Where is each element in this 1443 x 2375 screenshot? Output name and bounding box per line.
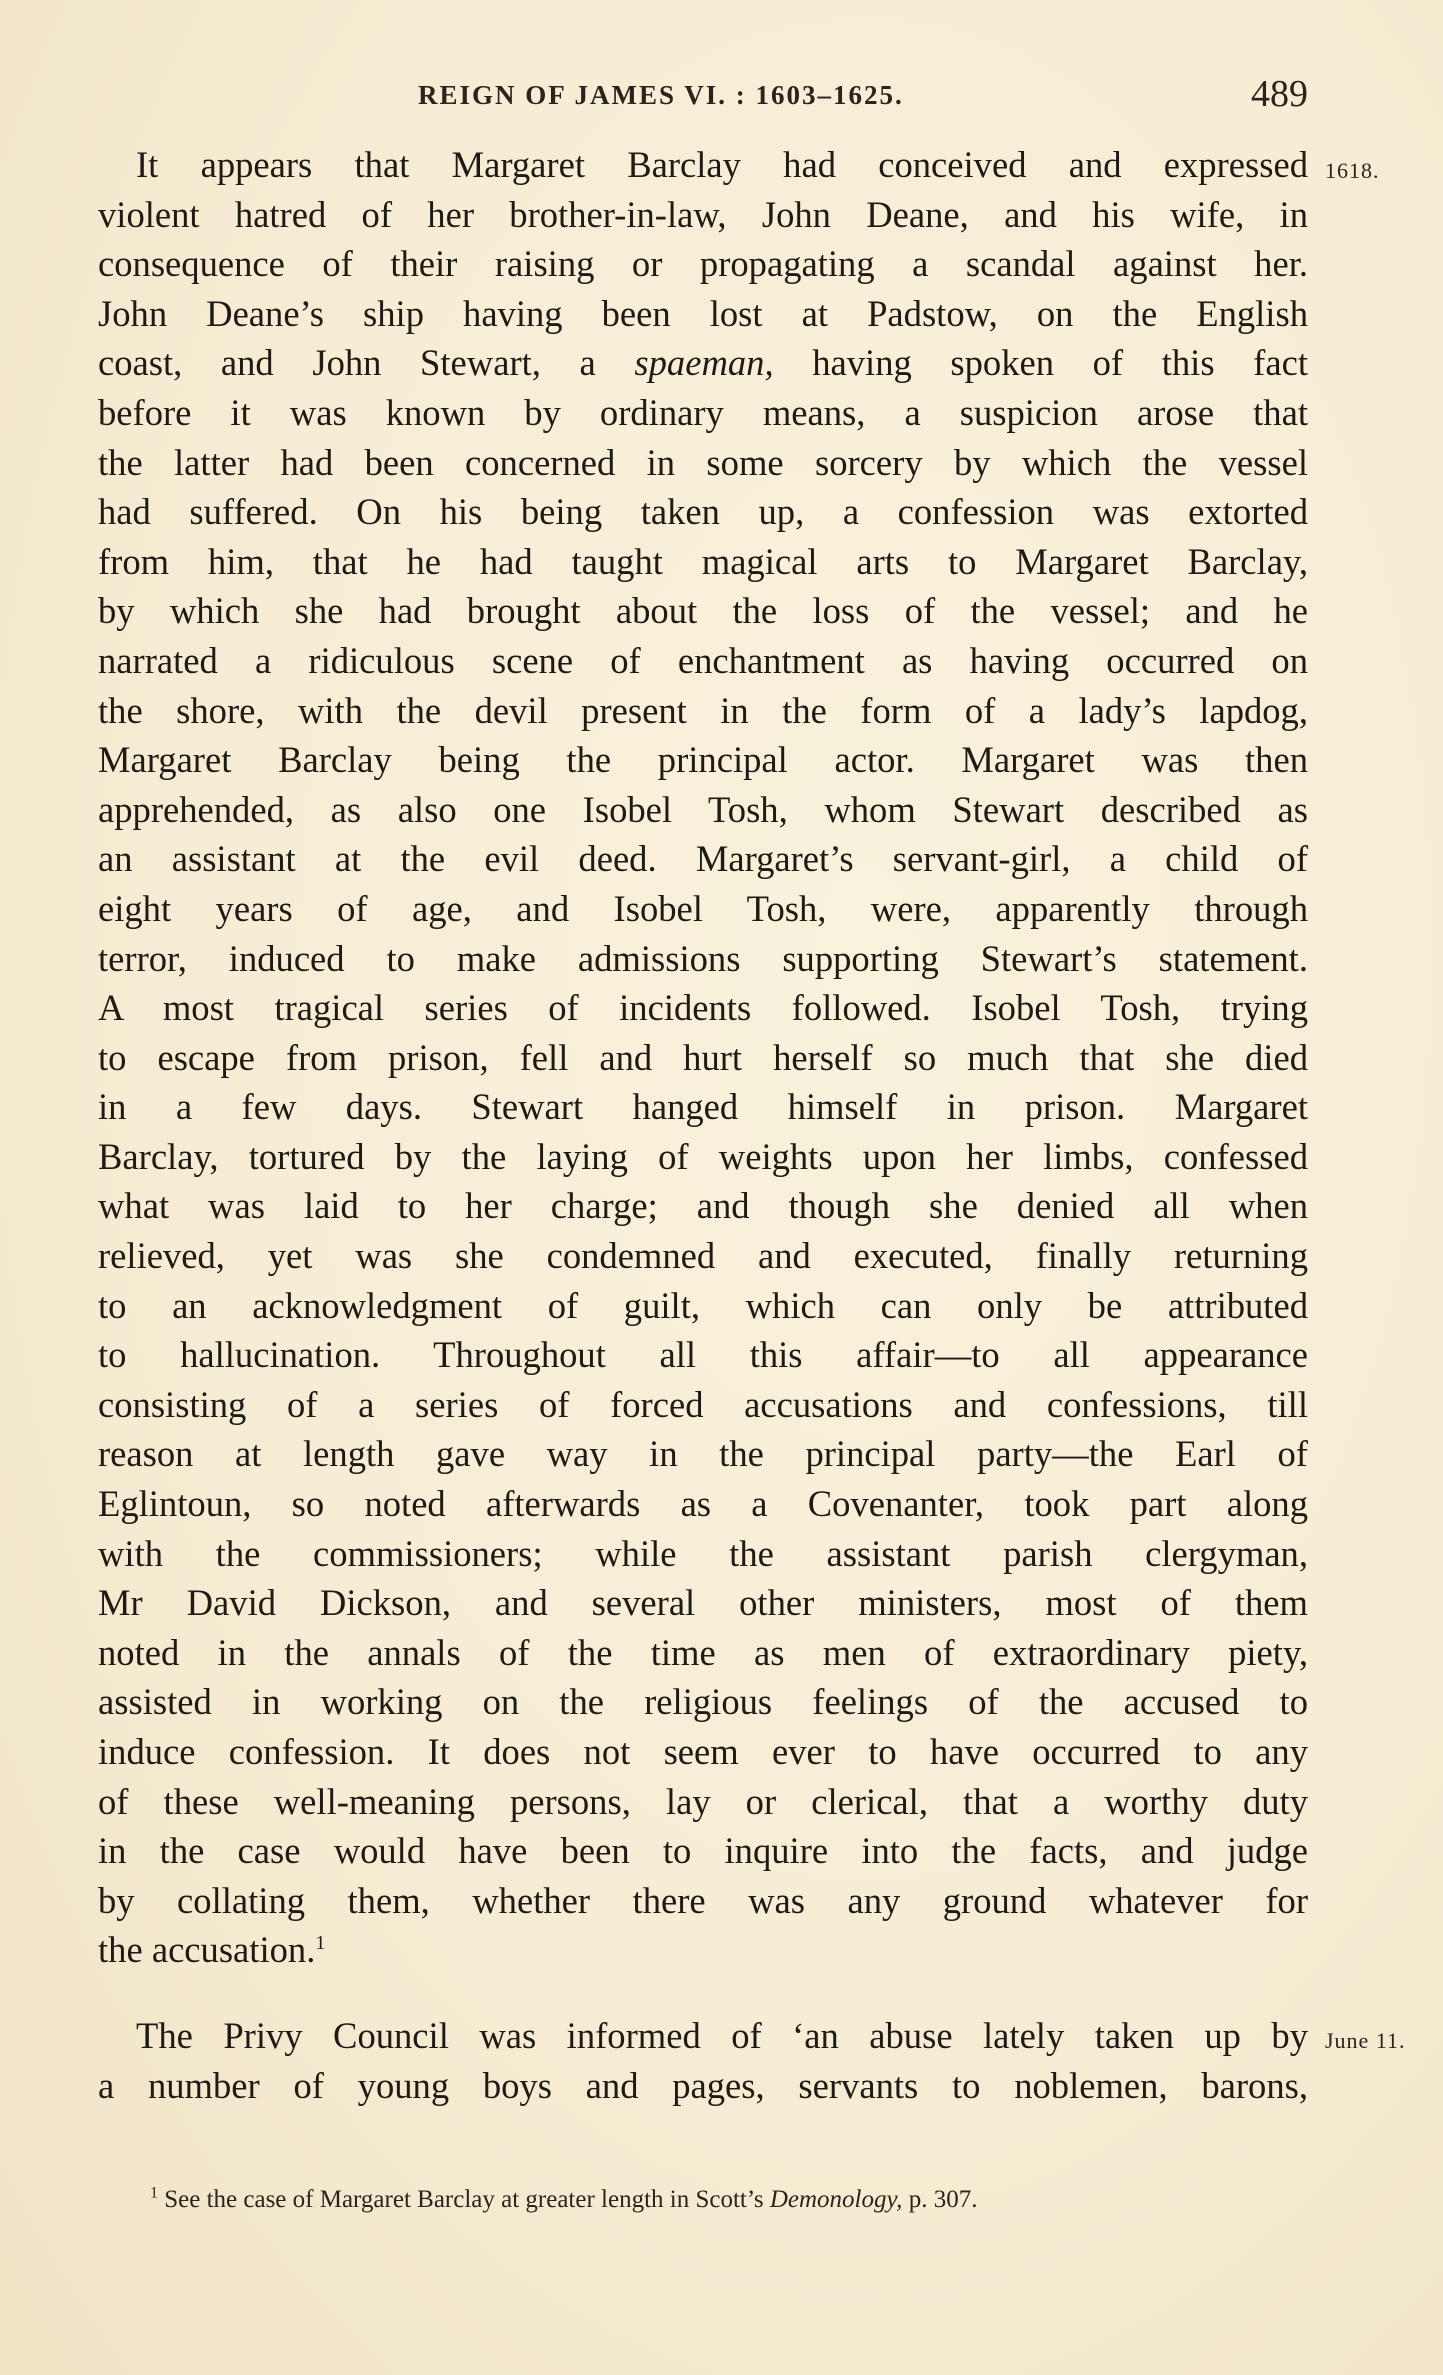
- text-line: a number of young boys and pages, servants to noblemen, barons,: [98, 2064, 1308, 2106]
- text-line: narrated a ridiculous scene of enchantment as having occurred on: [98, 639, 1308, 681]
- text-line: A most tragical series of incidents followed. Isobel Tosh, trying: [98, 987, 1308, 1029]
- text-line: eight years of age, and Isobel Tosh, were, apparently through: [98, 887, 1308, 929]
- text-line: Margaret Barclay being the principal actor. Margaret was then: [98, 739, 1308, 781]
- text-line: by which she had brought about the loss of the vessel; and he: [98, 590, 1308, 632]
- text-line: in a few days. Stewart hanged himself in prison. Margaret: [98, 1086, 1308, 1128]
- text-line: consequence of their raising or propagating a scandal against her.: [98, 243, 1308, 285]
- text-segment: coast, and John Stewart, a: [98, 342, 596, 384]
- body-text: [98, 140, 1308, 2110]
- text-line: consisting of a series of forced accusations and confessions, till: [98, 1383, 1308, 1425]
- text-segment: the accusation.: [98, 1929, 316, 1971]
- text-line: with the commissioners; while the assistant parish clergyman,: [98, 1532, 1308, 1574]
- text-line: relieved, yet was she condemned and executed, finally returning: [98, 1235, 1308, 1277]
- text-line: what was laid to her charge; and though she denied all when: [98, 1185, 1308, 1227]
- text-line: Eglintoun, so noted afterwards as a Covenanter, took part along: [98, 1483, 1308, 1525]
- margin-note-date: June 11.: [1325, 2028, 1406, 2053]
- footnote-text: See the case of Margaret Barclay at greater length in Scott’s: [164, 2186, 764, 2213]
- text-line: The Privy Council was informed of ‘an abuse lately taken up by: [136, 2014, 1308, 2056]
- text-line: from him, that he had taught magical arts to Margaret Barclay,: [98, 540, 1308, 582]
- text-line: the latter had been concerned in some sorcery by which the vessel: [98, 441, 1308, 483]
- text-line: in the case would have been to inquire into the facts, and judge: [98, 1830, 1308, 1872]
- text-line: to escape from prison, fell and hurt herself so much that she died: [98, 1036, 1308, 1078]
- footnote-marker: 1: [150, 2184, 158, 2202]
- text-line: induce confession. It does not seem ever to have occurred to any: [98, 1731, 1308, 1772]
- text-line: had suffered. On his being taken up, a confession was extorted: [98, 491, 1308, 533]
- footnote-reference: 1: [315, 1932, 326, 1955]
- italic-term: spaeman,: [634, 342, 774, 384]
- footnote-book-title: Demonology,: [769, 2186, 903, 2213]
- page-number: 489: [1251, 73, 1308, 115]
- text-line: Barclay, tortured by the laying of weights upon her limbs, confessed: [98, 1135, 1308, 1177]
- text-line: John Deane’s ship having been lost at Padstow, on the English: [98, 292, 1308, 334]
- text-segment: having spoken of this fact: [812, 342, 1308, 384]
- text-line: noted in the annals of the time as men of extraordinary piety,: [98, 1631, 1308, 1673]
- text-line: the shore, with the devil present in the form of a lady’s lapdog,: [98, 689, 1308, 731]
- text-line: of these well-meaning persons, lay or clerical, that a worthy duty: [98, 1780, 1308, 1822]
- text-line: by collating them, whether there was any ground whatever for: [98, 1879, 1308, 1921]
- text-line: an assistant at the evil deed. Margaret’s servant-girl, a child of: [98, 838, 1308, 880]
- text-line: It appears that Margaret Barclay had conceived and expressed: [136, 144, 1308, 185]
- footnote-page-ref: p. 307.: [908, 2186, 978, 2213]
- text-line: terror, induced to make admissions supporting Stewart’s statement.: [98, 937, 1308, 979]
- page-header: [98, 72, 1308, 122]
- text-line: Mr David Dickson, and several other ministers, most of them: [98, 1582, 1308, 1624]
- footnote: [150, 2186, 977, 2214]
- text-line: [98, 1925, 1308, 1975]
- text-line: [98, 338, 1308, 388]
- margin-note-year: 1618.: [1325, 158, 1380, 183]
- text-line: to hallucination. Throughout all this affair—to all appearance: [98, 1334, 1308, 1376]
- text-line: to an acknowledgment of guilt, which can only be attributed: [98, 1284, 1308, 1326]
- text-line: violent hatred of her brother-in-law, John Deane, and his wife, in: [98, 193, 1308, 235]
- paragraph-1: [98, 140, 1308, 1975]
- text-line: apprehended, as also one Isobel Tosh, whom Stewart described as: [98, 788, 1308, 830]
- paragraph-2: [98, 2011, 1308, 2110]
- text-line: before it was known by ordinary means, a suspicion arose that: [98, 391, 1308, 433]
- text-line: assisted in working on the religious feelings of the accused to: [98, 1681, 1308, 1723]
- running-head: REIGN OF JAMES VI. : 1603–1625.: [418, 80, 904, 110]
- text-line: reason at length gave way in the principal party—the Earl of: [98, 1433, 1308, 1475]
